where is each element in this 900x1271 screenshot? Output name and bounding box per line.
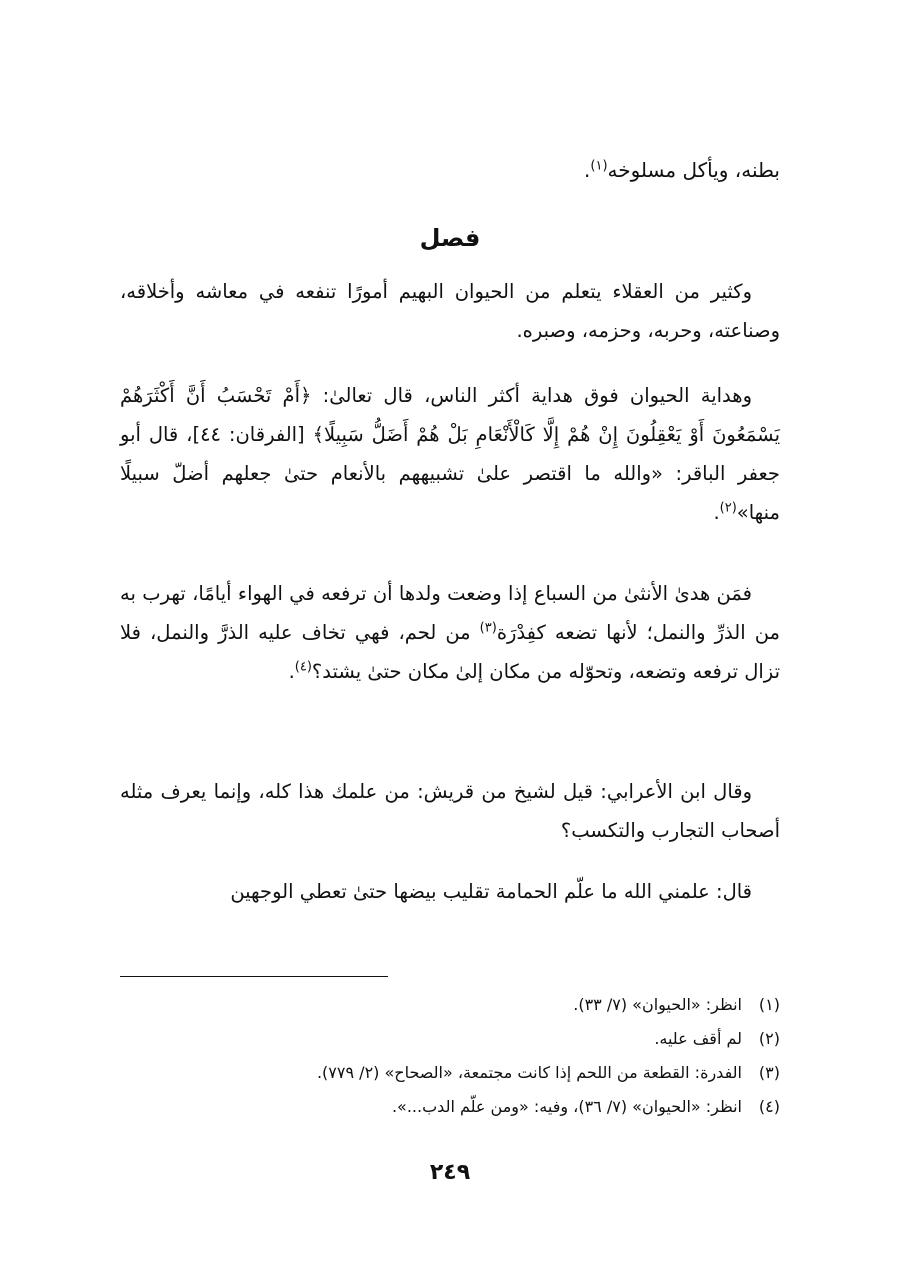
footnote-ref-4[interactable]: (٤) xyxy=(294,659,312,675)
footnote-ref-3[interactable]: (٣) xyxy=(479,620,497,636)
continuation-line xyxy=(584,150,780,190)
paragraph-3-part-a: فمَن هدىٰ الأنثىٰ من السباع إذا وضعت ولدها أن ترفعه في الهواء أيامًا، تهرب به من الذرِّ والنمل؛ لأنها تضعه كفِدْرَة xyxy=(120,582,780,644)
footnote-item xyxy=(120,1056,780,1090)
footnote-number: (٣) xyxy=(758,1063,780,1082)
footnotes-list xyxy=(120,988,780,1124)
footnote-number: (٤) xyxy=(758,1097,780,1116)
continuation-end: . xyxy=(584,158,591,182)
footnote-ref-2[interactable]: (٢) xyxy=(719,500,737,516)
continuation-text: بطنه، ويأكل مسلوخه xyxy=(607,158,780,182)
paragraph-2-intro: وهداية الحيوان فوق هداية أكثر الناس، قال تعالىٰ: xyxy=(311,384,752,407)
paragraph-4: وقال ابن الأعرابي: قيل لشيخ من قريش: من علمك هذا كله، وإنما يعرف مثله أصحاب التجارب والتكسب؟ xyxy=(120,780,780,842)
paragraph-2 xyxy=(120,376,780,532)
footnote-item xyxy=(120,1090,780,1124)
footnote-text: لم أقف عليه. xyxy=(654,1029,742,1048)
footnote-number: (١) xyxy=(758,995,780,1014)
footnote-text: انظر: «الحيوان» (٧/ ٣٣). xyxy=(573,995,742,1014)
footnote-item xyxy=(120,1022,780,1056)
paragraph-3-end: . xyxy=(288,660,295,683)
footnote-item xyxy=(120,988,780,1022)
page-number: ٢٤٩ xyxy=(429,1160,471,1185)
paragraph-2-body: [الفرقان: ٤٤]، قال أبو جعفر الباقر: «والله ما اقتصر علىٰ تشبيههم بالأنعام حتىٰ جعلهم أضلّ سبيلًا منها» xyxy=(120,423,780,524)
paragraph-1: وكثير من العقلاء يتعلم من الحيوان البهيم أمورًا تنفعه في معاشه وأخلاقه، وصناعته، وحربه، وحزمه، وصبره. xyxy=(120,280,780,342)
book-page xyxy=(120,0,780,1271)
paragraph-5: قال: علمني الله ما علّم الحمامة تقليب بيضها حتىٰ تعطي الوجهين xyxy=(230,880,752,903)
footnote-text: الفدرة: القطعة من اللحم إذا كانت مجتمعة، «الصحاح» (٢/ ٧٧٩). xyxy=(316,1063,742,1082)
footnote-separator xyxy=(120,976,388,977)
quran-verse: ﴿أَمْ تَحْسَبُ أَنَّ أَكْثَرَهُمْ يَسْمَعُونَ أَوْ يَعْقِلُونَ إِنْ هُمْ إِلَّا كَالْأَنْعَامِ بَلْ هُمْ أَضَلُّ سَبِيلًا﴾ xyxy=(120,384,780,446)
footnote-ref-1[interactable]: (١) xyxy=(590,158,608,174)
footnote-text: انظر: «الحيوان» (٧/ ٣٦)، وفيه: «ومن علّم الدب...». xyxy=(391,1097,742,1116)
paragraph-3 xyxy=(120,574,780,691)
paragraph-2-end: . xyxy=(713,501,720,524)
footnote-number: (٢) xyxy=(758,1029,780,1048)
section-title: فصل xyxy=(419,224,481,252)
paragraph-3-part-b: من لحم، فهي تخاف عليه الذرَّ والنمل، فلا تزال ترفعه وتضعه، وتحوّله من مكان إلىٰ مكان حتىٰ يشتد؟ xyxy=(120,621,780,683)
